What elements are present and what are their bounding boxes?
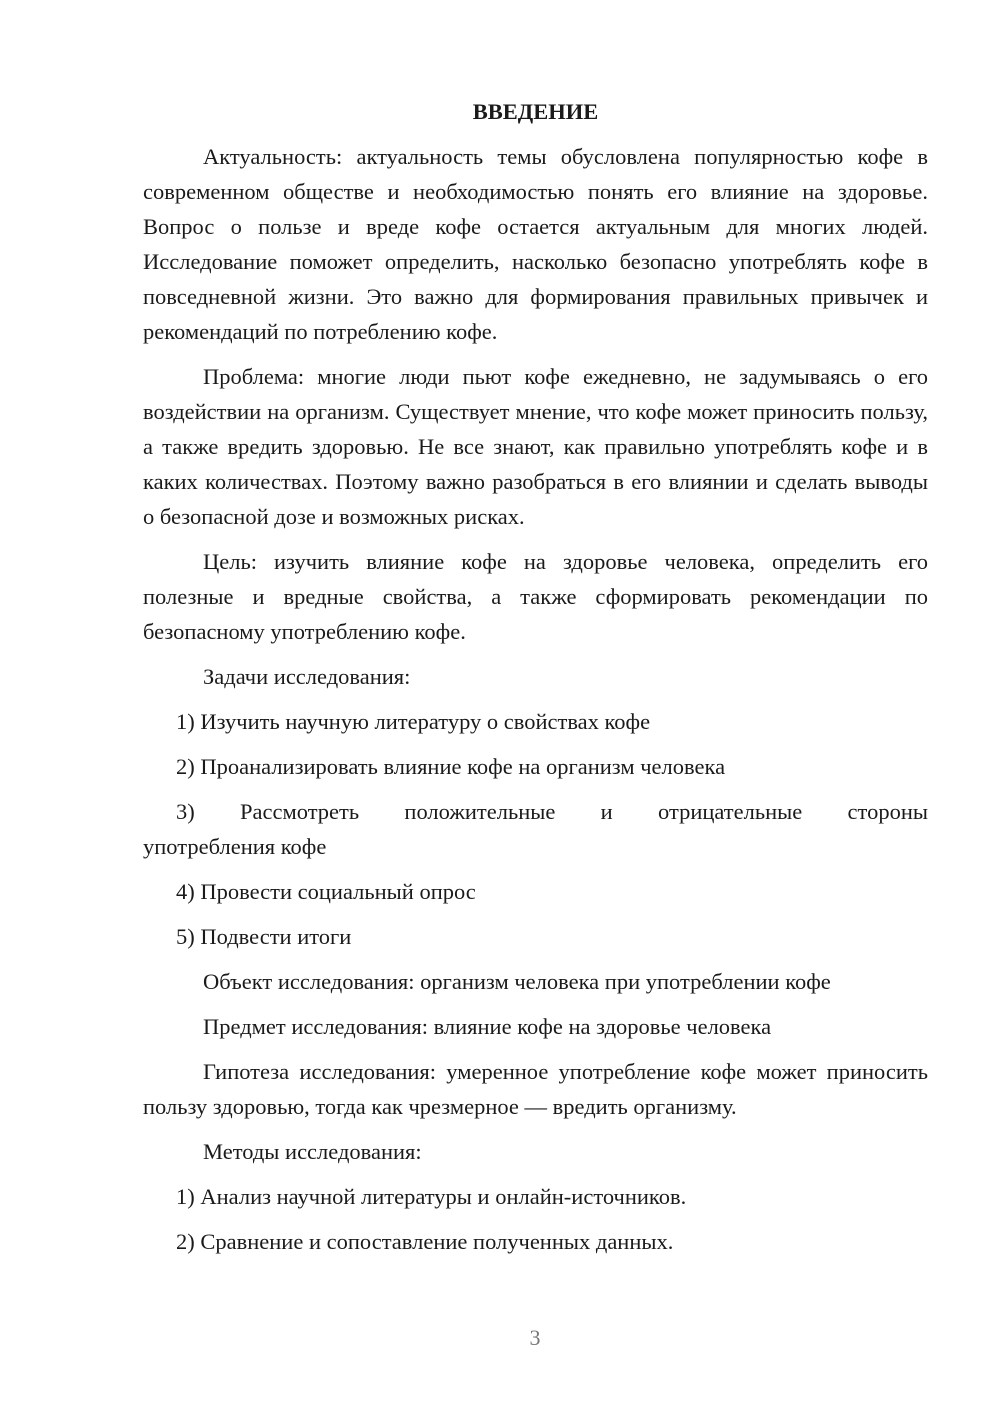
problem-paragraph: Проблема: многие люди пьют кофе ежедневно, не задумываясь о его воздействии на организм. Существует мнение, что кофе может приносить пользу, а также вредить здоровью. Не все знают, как правильно употреблять кофе и в каких количествах. Поэтому важно разобраться в его влиянии и сделать выводы о безопасной дозе и возможных рисках. [143,364,928,529]
page-title: ВВЕДЕНИЕ [472,99,599,124]
object-paragraph: Объект исследования: организм человека при употреблении кофе [203,969,831,994]
task-item-3-line-2: употребления кофе [143,834,327,859]
hypothesis-paragraph: Гипотеза исследования: умеренное употребление кофе может приносить пользу здоровью, тогда как чрезмерное — вредить организму. [143,1059,928,1119]
tasks-heading: Задачи исследования: [203,664,411,689]
relevance-paragraph: Актуальность: актуальность темы обусловлена популярностью кофе в современном обществе и необходимостью понять его влияние на здоровье. Вопрос о пользе и вреде кофе остается актуальным для многих людей. Исследование поможет определить, насколько безопасно употреблять кофе в повседневной жизни. Это важно для формирования правильных привычек и рекомендаций по потреблению кофе. [143,144,928,344]
page-number: 3 [529,1325,541,1350]
subject-paragraph: Предмет исследования: влияние кофе на здоровье человека [203,1014,772,1039]
task-item-3-line-1: 3) Рассмотреть положительные и отрицательные стороны [176,799,928,824]
task-item-4: 4) Провести социальный опрос [176,879,476,904]
methods-heading: Методы исследования: [203,1139,422,1164]
page-content [143,94,928,1269]
task-item-3 [143,794,928,864]
task-item-1: 1) Изучить научную литературу о свойствах кофе [176,709,651,734]
task-item-2: 2) Проанализировать влияние кофе на организм человека [176,754,726,779]
method-item-1: 1) Анализ научной литературы и онлайн-источников. [176,1184,687,1209]
goal-paragraph: Цель: изучить влияние кофе на здоровье человека, определить его полезные и вредные свойства, а также сформировать рекомендации по безопасному употреблению кофе. [143,549,928,644]
task-item-5: 5) Подвести итоги [176,924,352,949]
method-item-2: 2) Сравнение и сопоставление полученных данных. [176,1229,674,1254]
